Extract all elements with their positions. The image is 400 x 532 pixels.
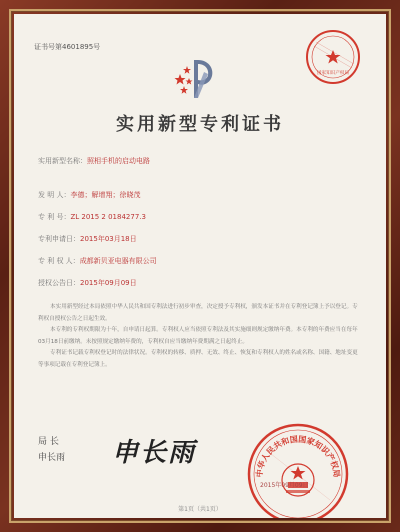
field-label: 专利申请日： [38, 235, 80, 243]
cnipa-emblem-icon [174, 54, 224, 104]
field-inventor [38, 190, 140, 200]
field-grant-date [38, 278, 137, 288]
field-label: 专 利 权 人： [38, 257, 80, 265]
field-value: 2015年09月09日 [80, 279, 137, 287]
bureau-seal-text: 中华人民共和国国家知识产权局 [254, 434, 342, 478]
body-paragraph: 专利证书记载专利权登记时的法律状况。专利权的转移、质押、无效、终止、恢复和专利权人的姓名或名称、国籍、地址变更等事项记载在专利登记簿上。 [38, 350, 358, 368]
field-filing-date [38, 234, 137, 244]
field-label: 专 利 号： [38, 213, 71, 221]
page-indicator: 第1页（共1页） [178, 506, 222, 513]
field-label: 发 明 人： [38, 191, 71, 199]
field-value: ZL 2015 2 0184277.3 [70, 213, 146, 221]
signature-text: 申长雨 [112, 438, 197, 468]
signer-name: 申长雨 [38, 453, 66, 463]
signer-title: 局 长 [38, 437, 59, 447]
field-patentee [38, 256, 157, 266]
certificate-title: 实用新型专利证书 [116, 114, 284, 135]
field-label: 实用新型名称： [38, 157, 87, 165]
handwritten-signature [110, 434, 210, 468]
field-value: 照相手机的启动电路 [87, 157, 150, 165]
field-label: 授权公告日： [38, 279, 80, 287]
body-paragraph: 本实用新型经过本局依照中华人民共和国专利法进行初步审查，决定授予专利权，颁发本证书并在专利登记簿上予以登记。专利权自授权公告之日起生效。 [38, 304, 358, 322]
field-value: 李德；解增翔；徐晓茂 [70, 191, 141, 199]
field-value: 成都新贝亚电器有限公司 [79, 257, 157, 265]
certificate-paper [14, 14, 386, 518]
certificate-number: 证书号第4601895号 [34, 43, 101, 51]
field-patent-number [38, 212, 146, 222]
body-paragraph: 本专利的专利权期限为十年，自申请日起算。专利权人应当依照专利法及其实施细则规定缴纳年费。本专利的年费应当在每年03月18日前缴纳。未按照规定缴纳年费的，专利权自应当缴纳年费期满之日起终止。 [38, 327, 358, 345]
field-utility-name [38, 156, 150, 166]
top-seal-text: 国家知识产权局 [316, 71, 350, 76]
certificate-body [38, 302, 363, 371]
top-seal-icon [304, 28, 362, 86]
sign-date: 2015年09月09日 [260, 482, 309, 489]
field-value: 2015年03月18日 [80, 235, 137, 243]
